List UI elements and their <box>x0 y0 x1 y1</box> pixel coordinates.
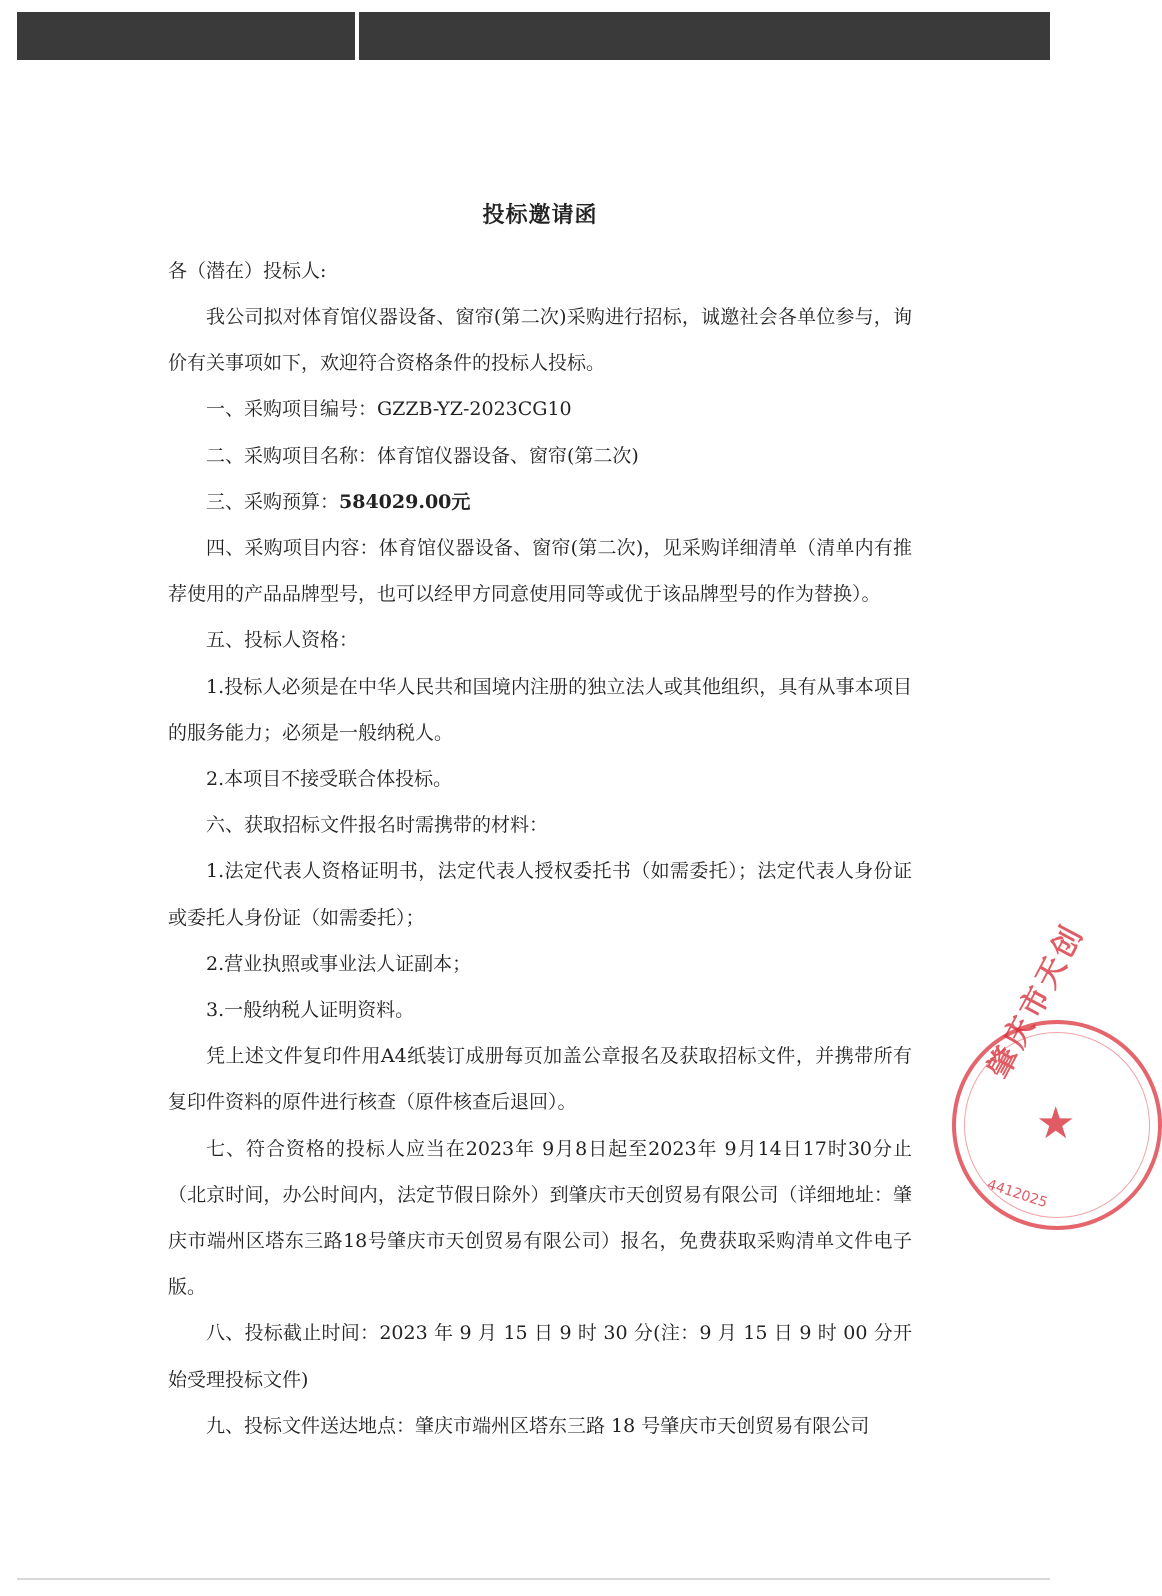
scan-artifact-left <box>17 12 355 60</box>
item-deadline: 八、投标截止时间：2023 年 9 月 15 日 9 时 30 分(注：9 月 15 日 9 时 00 分开始受理投标文件) <box>168 1322 912 1391</box>
seal-code: 4412025 <box>985 1176 1050 1212</box>
seal-star-icon: ★ <box>1036 1098 1076 1149</box>
item-qualification-1: 1.投标人必须是在中华人民共和国境内注册的独立法人或其他组织，具有从事本项目的服务能力；必须是一般纳税人。 <box>168 675 912 744</box>
item-materials-2: 2.营业执照或事业法人证副本； <box>206 952 472 975</box>
item-budget <box>168 479 912 525</box>
document-title: 投标邀请函 <box>482 202 598 228</box>
intro-paragraph: 我公司拟对体育馆仪器设备、窗帘(第二次)采购进行招标，诚邀社会各单位参与，询价有关事项如下，欢迎符合资格条件的投标人投标。 <box>168 306 912 375</box>
item-materials-3: 3.一般纳税人证明资料。 <box>206 999 415 1022</box>
budget-value: 584029.00元 <box>339 490 471 513</box>
scan-artifact-right <box>359 12 1050 60</box>
item-project-number: 一、采购项目编号：GZZB-YZ-2023CG10 <box>206 398 572 421</box>
item-materials-note: 凭上述文件复印件用A4纸装订成册每页加盖公章报名及获取招标文件，并携带所有复印件资料的原件进行核查（原件核查后退回）。 <box>168 1045 912 1114</box>
item-delivery-location: 九、投标文件送达地点：肇庆市端州区塔东三路 18 号肇庆市天创贸易有限公司 <box>206 1414 870 1437</box>
item-qualification-heading: 五、投标人资格： <box>206 629 359 652</box>
item-registration: 七、符合资格的投标人应当在2023年 9月8日起至2023年 9月14日17时30分止（北京时间，办公时间内，法定节假日除外）到肇庆市天创贸易有限公司（详细地址：肇庆市端州区塔东三路18号肇庆市天创贸易有限公司）报名，免费获取采购清单文件电子版。 <box>168 1137 912 1299</box>
salutation: 各（潜在）投标人: <box>168 260 327 282</box>
item-materials-1: 1.法定代表人资格证明书，法定代表人授权委托书（如需委托）；法定代表人身份证或委托人身份证（如需委托）； <box>168 860 912 929</box>
item-qualification-2: 2.本项目不接受联合体投标。 <box>206 768 453 791</box>
budget-label: 三、采购预算： <box>206 490 340 513</box>
item-project-name: 二、采购项目名称：体育馆仪器设备、窗帘(第二次) <box>206 444 639 467</box>
seal-text: 肇庆市天创 <box>981 917 1092 1085</box>
item-materials-heading: 六、获取招标文件报名时需携带的材料： <box>206 814 549 837</box>
document-body <box>168 200 912 1449</box>
scan-artifact-bottom <box>17 1578 1050 1580</box>
company-seal <box>952 917 1162 1230</box>
item-project-content: 四、采购项目内容：体育馆仪器设备、窗帘(第二次)，见采购详细清单（清单内有推荐使用的产品品牌型号，也可以经甲方同意使用同等或优于该品牌型号的作为替换）。 <box>168 537 912 606</box>
